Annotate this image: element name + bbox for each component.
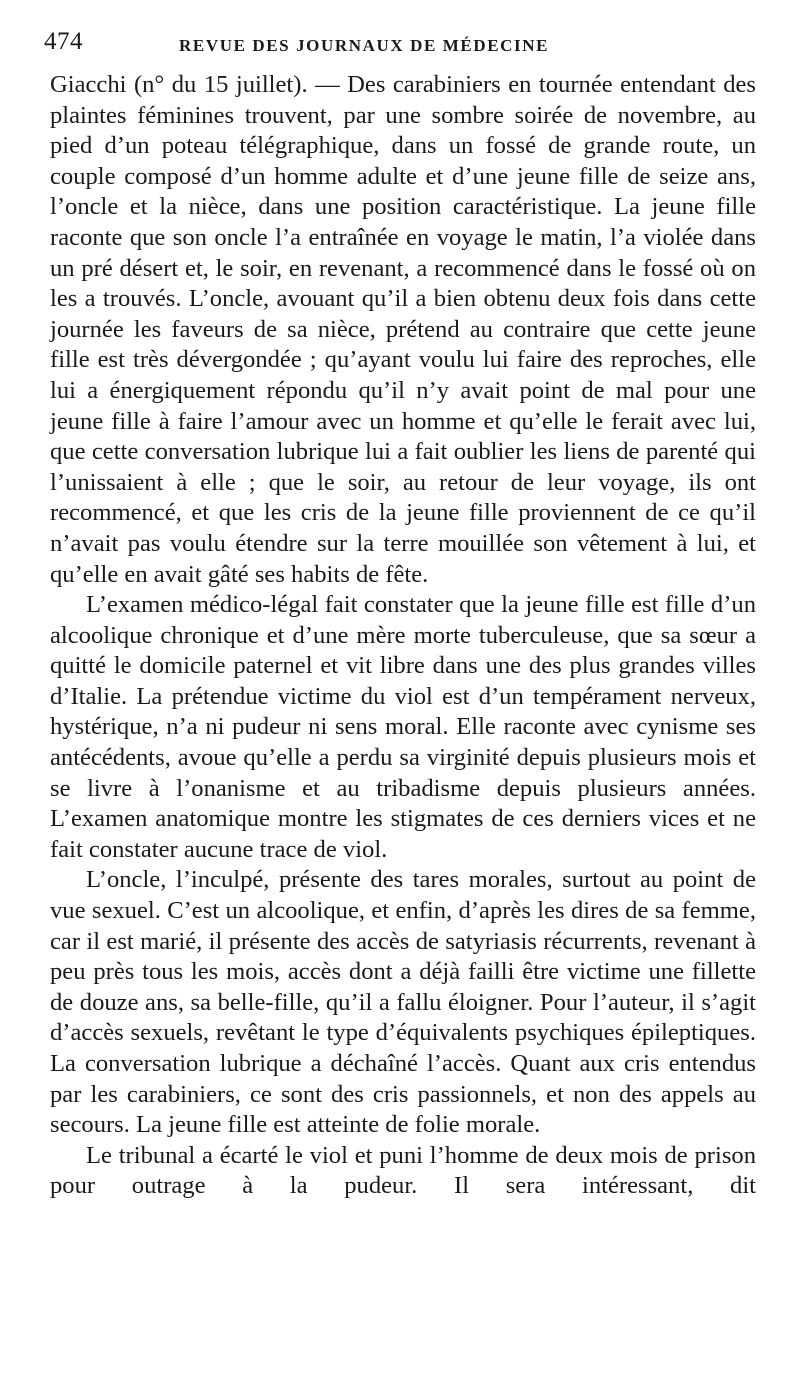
paragraph-medical-exam: L’examen médico-légal fait constater que la jeune fille est fille d’un alcoolique chronique et d’une mère morte tuberculeuse, que sa sœur a quitté le domicile paternel et vit libre dans une des plus grandes villes d’Italie. La prétendue victime du viol est d’un tempérament nerveux, hystérique, n’a ni pudeur ni sens moral. Elle raconte avec cynisme ses antécédents, avoue qu’elle a perdu sa virginité depuis plusieurs mois et se livre à l’onanisme et au tribadisme depuis plusieurs années. L’examen anatomique montre les stigmates de ces derniers vices et ne fait constater aucune trace de viol. xyxy=(50,591,756,863)
body-text xyxy=(50,70,756,1202)
paragraph-uncle: L’oncle, l’inculpé, présente des tares morales, surtout au point de vue sexuel. C’est un alcoolique, et enfin, d’après les dires de sa femme, car il est marié, il présente des accès de satyriasis récurrents, revenant à peu près tous les mois, accès dont a déjà failli être victime une fillette de douze ans, sa belle-fille, qu’il a fallu éloigner. Pour l’auteur, il s’agit d’accès sexuels, revêtant le type d’équivalents psychiques épileptiques. La conversation lubrique a déchaîné l’accès. Quant aux cris entendus par les carabiniers, ce sont des cris passionnels, et non des appels au secours. La jeune fille est atteinte de folie morale. xyxy=(50,866,756,1139)
paragraph-tribunal: Le tribunal a écarté le viol et puni l’homme de deux mois de prison pour outrage à la pudeur. Il sera intéressant, dit xyxy=(50,1141,756,1200)
page-number: 474 xyxy=(44,28,83,55)
running-title: REVUE DES JOURNAUX DE MÉDECINE xyxy=(179,36,550,55)
page-header xyxy=(44,28,760,64)
paragraph-case-report: Giacchi (n° du 15 juillet). — Des carabiniers en tournée entendant des plaintes féminines trouvent, par une sombre soirée de novembre, au pied d’un poteau télégraphique, dans un fossé de grande route, un couple composé d’un homme adulte et d’une jeune fille de seize ans, l’oncle et la nièce, dans une position caractéristique. La jeune fille raconte que son oncle l’a entraînée en voyage le matin, l’a violée dans un pré désert et, le soir, en revenant, a recommencé dans le fossé où on les a trouvés. L’oncle, avouant qu’il a bien obtenu deux fois dans cette journée les faveurs de sa nièce, prétend au contraire que cette jeune fille est très dévergondée ; qu’ayant voulu lui faire des reproches, elle lui a énergiquement répondu qu’il n’y avait point de mal pour une jeune fille à faire l’amour avec un homme et qu’elle le ferait avec lui, que cette conversation lubrique lui a fait oublier les liens de parenté qui l’unissaient à elle ; que le soir, au retour de leur voyage, ils ont recommencé, et que les cris de la jeune fille proviennent de ce qu’il n’avait pas voulu étendre sur la terre mouillée son vêtement à lui, et qu’elle en avait gâté ses habits de fête. xyxy=(50,71,756,588)
